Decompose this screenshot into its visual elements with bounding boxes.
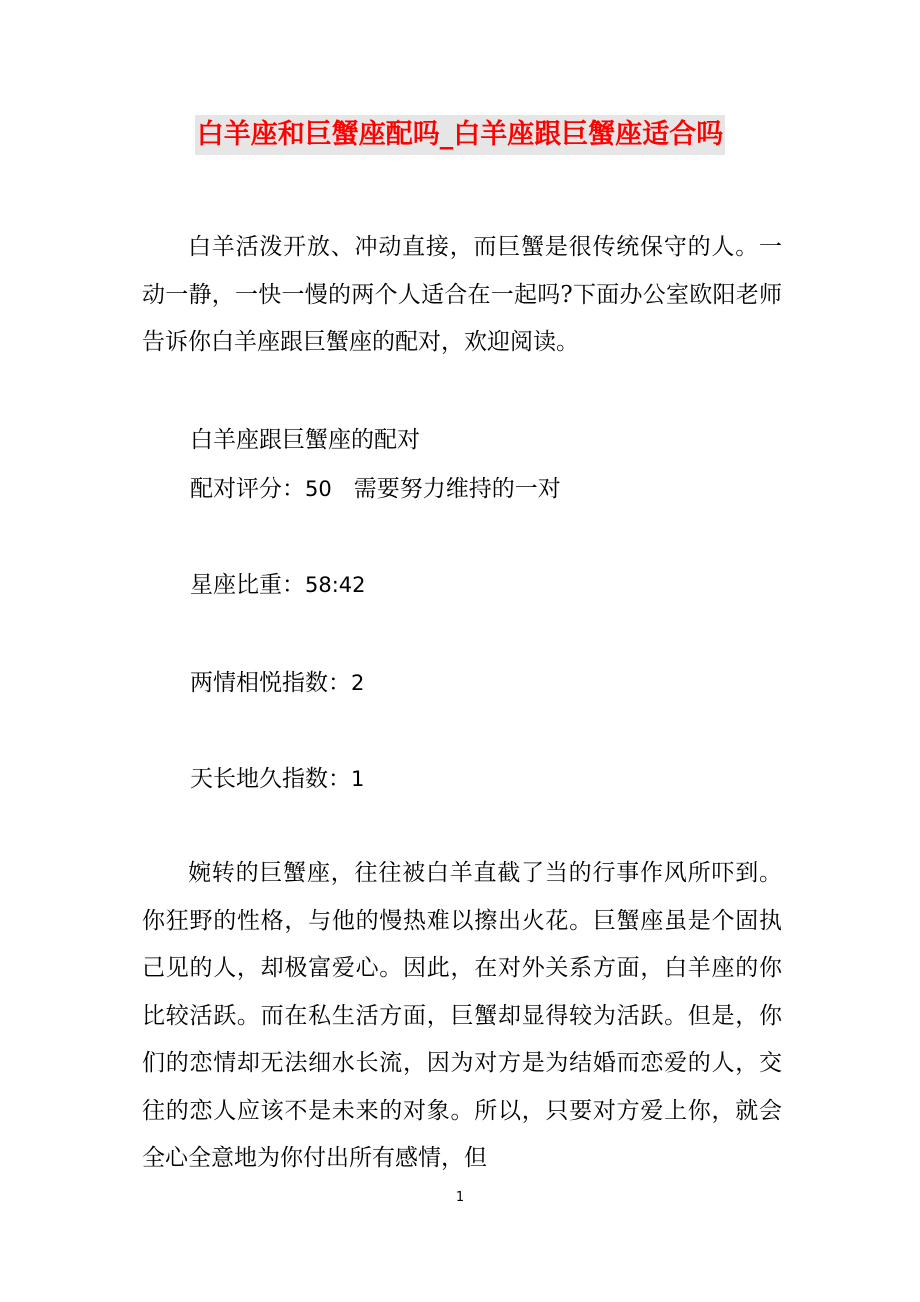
document-title: 白羊座和巨蟹座配吗_白羊座跟巨蟹座适合吗 bbox=[195, 115, 726, 155]
score-label: 配对评分： bbox=[190, 476, 305, 502]
score-value: 50 bbox=[305, 477, 332, 501]
ratio-line bbox=[190, 565, 366, 605]
harmony-label: 两情相悦指数： bbox=[190, 670, 351, 696]
ratio-value: 58:42 bbox=[305, 573, 366, 597]
harmony-value: 2 bbox=[351, 671, 365, 695]
title-container bbox=[0, 115, 920, 155]
longevity-label: 天长地久指数： bbox=[190, 766, 351, 792]
longevity-value: 1 bbox=[351, 767, 365, 791]
body-paragraph: 婉转的巨蟹座，往往被白羊直截了当的行事作风所吓到。你狂野的性格，与他的慢热难以擦出火花。巨蟹座虽是个固执己见的人，却极富爱心。因此，在对外关系方面，白羊座的你比较活跃。而在私生活方面，巨蟹却显得较为活跃。但是，你们的恋情却无法细水长流，因为对方是为结婚而恋爱的人，交往的恋人应该不是未来的对象。所以，只要对方爱上你，就会全心全意地为你付出所有感情，但 bbox=[142, 860, 782, 1171]
harmony-line bbox=[190, 663, 364, 703]
page-number: 1 bbox=[455, 1190, 465, 1205]
section-heading: 白羊座跟巨蟹座的配对 bbox=[190, 427, 420, 453]
score-line bbox=[190, 469, 561, 509]
intro-paragraph: 白羊活泼开放、冲动直接，而巨蟹是很传统保守的人。一动一静，一快一慢的两个人适合在一起吗?下面办公室欧阳老师告诉你白羊座跟巨蟹座的配对，欢迎阅读。 bbox=[142, 234, 782, 355]
ratio-label: 星座比重： bbox=[190, 572, 305, 598]
longevity-line bbox=[190, 759, 364, 799]
score-description: 需要努力维持的一对 bbox=[353, 476, 561, 502]
